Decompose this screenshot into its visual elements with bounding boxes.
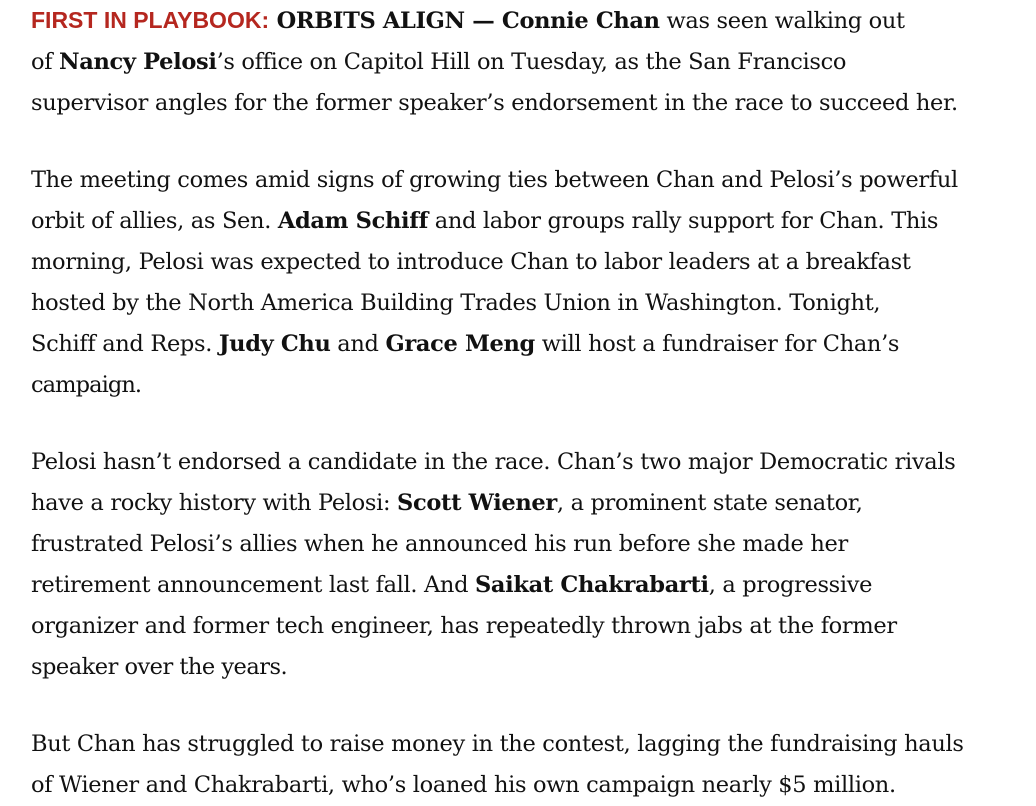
paragraph-2 xyxy=(31,160,1036,406)
p3-line-5: organizer and former tech engineer, has repeatedly thrown jabs at the former xyxy=(31,613,897,639)
p1-line-1 xyxy=(31,0,1036,42)
p1-line-2-pre: of xyxy=(31,49,60,75)
p3-line-4 xyxy=(31,565,1036,606)
p3-line-6: speaker over the years. xyxy=(31,654,288,680)
p2-line-2-pre: orbit of allies, as Sen. xyxy=(31,208,278,234)
name-nancy-pelosi: Nancy Pelosi xyxy=(59,49,217,75)
p1-line-1-text: was seen walking out xyxy=(659,8,905,34)
p1-line-2 xyxy=(31,42,1036,83)
p2-line-5 xyxy=(31,324,1036,365)
p2-line-5-mid: and xyxy=(330,331,386,357)
p2-line-2 xyxy=(31,201,1036,242)
p2-line-5-text: will host a fundraiser for Chan’s xyxy=(534,331,900,357)
p3-line-2-text: , a prominent state senator, xyxy=(556,490,863,516)
p3-line-4-text: , a progressive xyxy=(708,572,873,598)
p3-line-2 xyxy=(31,483,1036,524)
name-connie-chan: Connie Chan xyxy=(501,8,660,34)
p2-line-5-pre: Schiff and Reps. xyxy=(31,331,219,357)
name-judy-chu: Judy Chu xyxy=(218,331,331,357)
p3-line-2-pre: have a rocky history with Pelosi: xyxy=(31,490,398,516)
paragraph-1 xyxy=(31,0,1036,124)
name-saikat-chakrabarti: Saikat Chakrabarti xyxy=(474,572,709,598)
headline: ORBITS ALIGN — xyxy=(269,8,502,34)
p2-line-2-text: and labor groups rally support for Chan. This xyxy=(427,208,939,234)
name-grace-meng: Grace Meng xyxy=(385,331,535,357)
p2-line-1: The meeting comes amid signs of growing ties between Chan and Pelosi’s powerful xyxy=(31,167,958,193)
p1-line-3: supervisor angles for the former speaker’s endorsement in the race to succeed her. xyxy=(31,90,958,116)
p1-line-2-text: ’s office on Capitol Hill on Tuesday, as the San Francisco xyxy=(216,49,847,75)
p3-line-1: Pelosi hasn’t endorsed a candidate in the race. Chan’s two major Democratic rivals xyxy=(31,449,956,475)
name-adam-schiff: Adam Schiff xyxy=(277,208,428,234)
p3-line-4-pre: retirement announcement last fall. And xyxy=(31,572,475,598)
p4-line-2: of Wiener and Chakrabarti, who’s loaned his own campaign nearly $5 million. xyxy=(31,772,896,798)
kicker-label: FIRST IN PLAYBOOK: xyxy=(31,7,270,33)
p4-line-1: But Chan has struggled to raise money in the contest, lagging the fundraising hauls xyxy=(31,731,964,757)
p2-line-6: campaign. xyxy=(31,372,142,398)
name-scott-wiener: Scott Wiener xyxy=(397,490,557,516)
p3-line-3: frustrated Pelosi’s allies when he announced his run before she made her xyxy=(31,531,848,557)
paragraph-3 xyxy=(31,442,1036,688)
p2-line-4: hosted by the North America Building Trades Union in Washington. Tonight, xyxy=(31,290,881,316)
p2-line-3: morning, Pelosi was expected to introduce Chan to labor leaders at a breakfast xyxy=(31,249,911,275)
